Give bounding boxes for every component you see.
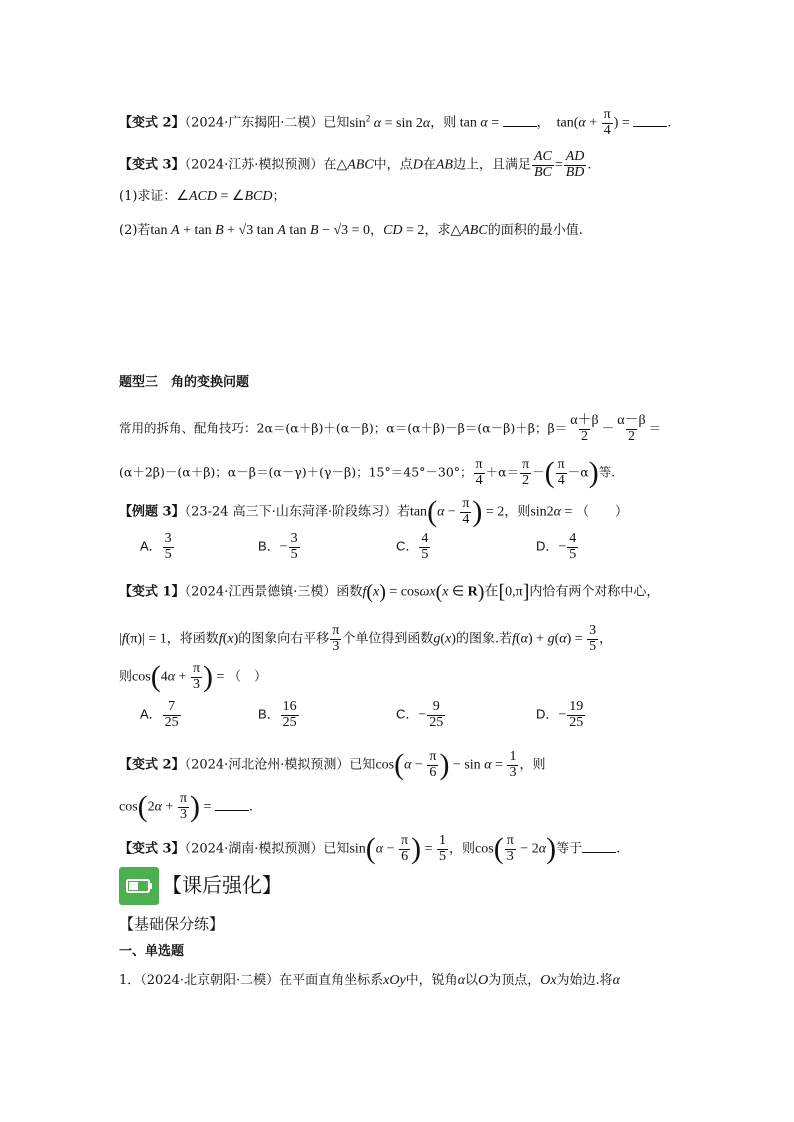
variant-2-cos: 【变式 2】（2024·河北沧州·模拟预测）已知cos(α − $\frac{\pi}{6}$ ) − sin α = $\frac{1}{3}$ ，则: [119, 748, 546, 782]
answer-blank[interactable]: [633, 125, 667, 127]
section-heading: 【课后强化】: [162, 873, 282, 897]
question-1: 1．（2024·北京朝阳·二模）在平面直角坐标系xOy中，锐角α以O为顶点，Ox为始边.将α: [119, 973, 621, 988]
section-title: 题型三 角的变换问题: [119, 375, 250, 390]
option-b[interactable]: B．− $\frac{3}{5}$: [258, 531, 298, 562]
option-d[interactable]: D．− $\frac{19}{25}$: [536, 699, 584, 730]
answer-blank[interactable]: [215, 809, 249, 811]
variant-3-part-2: (2)若tan A + tan B + √3 tan A tan B − √3 = 0，CD = 2，求△ABC的面积的最小值.: [119, 223, 583, 238]
option-c[interactable]: C．− $\frac{9}{25}$: [396, 699, 444, 730]
variant-3-sin: 【变式 3】（2024·湖南·模拟预测）已知sin(α − $\frac{\pi}{6}$ ) = $\frac{1}{5}$ ，则cos( $\frac{\pi}{3}$ − 2α)等于 .: [119, 832, 621, 866]
variant-2-sin-tan: 【变式 2】（2024·广东揭阳·二模）已知$\sin^2 \alpha = \sin 2\alpha$，则 tan α = ， tan(α + $\frac{\pi}{4}$ ) = .: [119, 107, 672, 138]
option-c[interactable]: C． $\frac{4}{5}$: [396, 531, 429, 562]
variant-1-line-2: |f(π)| = 1，将函数f(x)的图象向右平移 $\frac{\pi}{3}$ 个单位得到函数g(x)的图象.若f(α) + g(α) = $\frac{3}{5}$ ，: [119, 623, 613, 654]
answer-blank[interactable]: [503, 125, 537, 127]
variant-3-triangle: 【变式 3】（2024·江苏·模拟预测）在△ABC中，点D在AB边上，且满足 $\frac{AC}{BC}$ = $\frac{AD}{BD}$ .: [119, 149, 592, 180]
tips-line-2: (α＋2β)－(α＋β)；α－β＝(α－γ)＋(γ－β)；15°＝45°－30°； $\frac{\pi}{4}$ ＋α＝ $\frac{\pi}{2}$ －( $\frac{\pi}{4}$ －α)等.: [119, 456, 616, 490]
battery-icon: [119, 867, 159, 905]
sub-heading: 【基础保分练】: [119, 915, 225, 933]
option-b[interactable]: B． $\frac{16}{25}$: [258, 699, 297, 730]
part-heading: 一、单选题: [119, 944, 185, 959]
variant-label: 【变式 2】: [119, 115, 185, 131]
variant-3-part-1: (1)求证：∠ACD = ∠BCD；: [119, 189, 286, 204]
example-3: 【例题 3】（23-24 高三下·山东菏泽·阶段练习）若tan(α − $\frac{\pi}{4}$ ) = 2，则sin2α = （ ）: [119, 495, 628, 529]
tips-line-1: 常用的拆角、配角技巧：2α＝(α＋β)＋(α－β)；α＝(α＋β)－β＝(α－β)＋β；β＝ $\frac{\alpha+\beta}{2}$ － $\frac{\alpha-\beta}{2}$ ＝: [119, 413, 662, 444]
variant-2-cos-target: cos(2α + $\frac{\pi}{3}$ ) = .: [119, 790, 254, 824]
option-a[interactable]: A． $\frac{3}{5}$: [140, 531, 172, 562]
variant-1-line-1: 【变式 1】（2024·江西景德镇·三模）函数f(x) = cosωx(x ∈ R)在[0,π]内恰有两个对称中心，: [119, 581, 660, 603]
option-a[interactable]: A． $\frac{7}{25}$: [140, 699, 179, 730]
variant-1-line-3: 则cos(4α + $\frac{\pi}{3}$ ) = （ ）: [119, 660, 267, 694]
answer-blank[interactable]: [582, 851, 616, 853]
option-d[interactable]: D．− $\frac{4}{5}$: [536, 531, 577, 562]
